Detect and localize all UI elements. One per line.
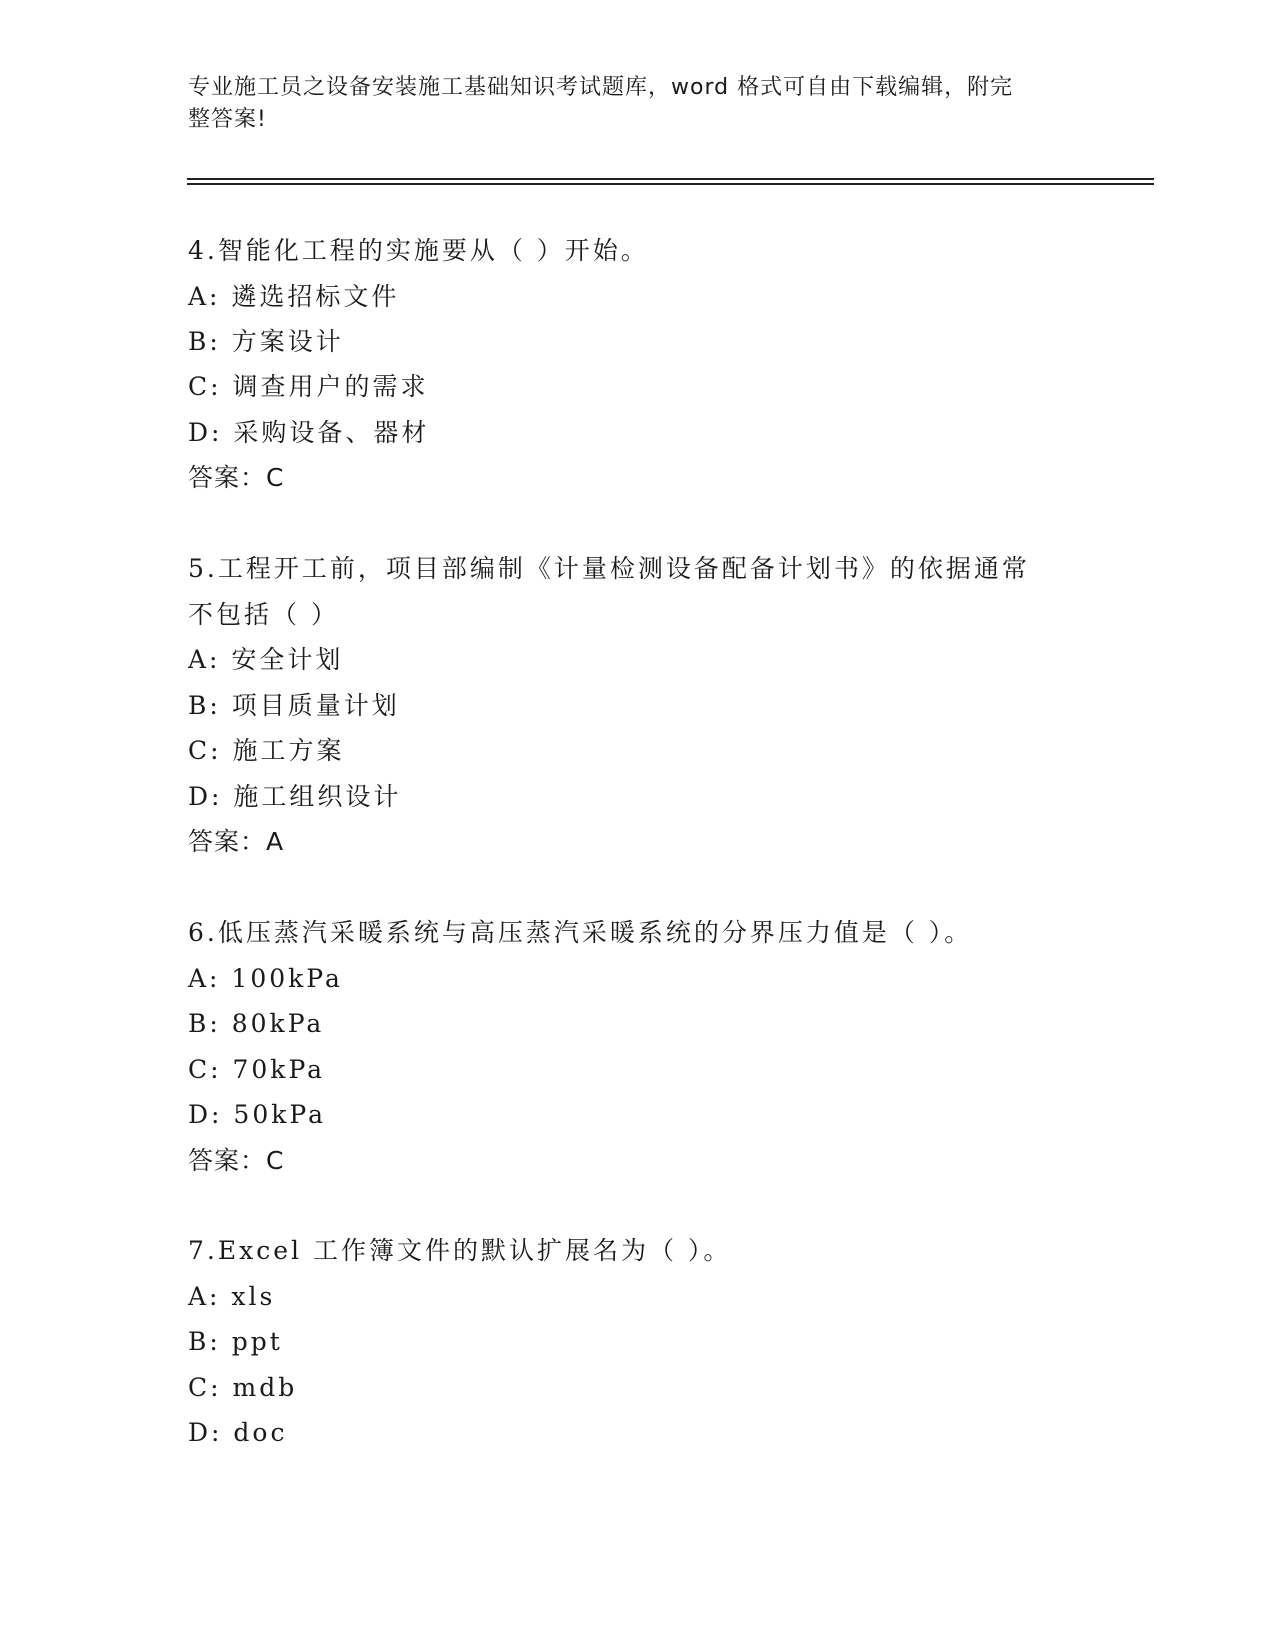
question-7-option-b: B: ppt (188, 1327, 283, 1356)
question-7-option-a: A: xls (188, 1282, 276, 1311)
question-4-option-c: C: 调查用户的需求 (188, 372, 429, 401)
question-6-stem: 6.低压蒸汽采暖系统与高压蒸汽采暖系统的分界压力值是（ ）。 (188, 918, 973, 947)
question-4-option-b: B: 方案设计 (188, 327, 344, 356)
question-7-stem: 7.Excel 工作簿文件的默认扩展名为（ ）。 (188, 1236, 732, 1265)
question-5-answer: 答案：A (188, 827, 285, 856)
question-7-option-c: C: mdb (188, 1373, 298, 1402)
question-4-answer: 答案：C (188, 463, 285, 492)
question-7-option-d: D: doc (188, 1418, 288, 1447)
document-header (188, 72, 1068, 136)
question-4-option-a: A: 遴选招标文件 (188, 282, 400, 311)
question-5-option-c: C: 施工方案 (188, 736, 345, 765)
header-line-2: 整答案! (188, 107, 267, 132)
question-6-option-d: D: 50kPa (188, 1100, 326, 1129)
question-6-option-c: C: 70kPa (188, 1055, 326, 1084)
question-5-option-a: A: 安全计划 (188, 645, 344, 674)
question-5-stem-line-1: 5.工程开工前，项目部编制《计量检测设备配备计划书》的依据通常 (188, 554, 1030, 583)
question-6-answer: 答案：C (188, 1146, 285, 1175)
question-5-option-b: B: 项目质量计划 (188, 691, 400, 720)
header-line-1: 专业施工员之设备安装施工基础知识考试题库，word 格式可自由下载编辑，附完 (188, 75, 1014, 100)
question-4-option-d: D: 采购设备、器材 (188, 418, 430, 447)
question-5-stem-line-2: 不包括（ ） (188, 600, 339, 629)
question-6-option-b: B: 80kPa (188, 1009, 325, 1038)
question-6-option-a: A: 100kPa (188, 964, 343, 993)
header-divider-top (187, 178, 1154, 180)
question-4-stem: 4.智能化工程的实施要从（ ）开始。 (188, 236, 649, 265)
header-divider-bottom (187, 183, 1154, 185)
question-5-option-d: D: 施工组织设计 (188, 782, 402, 811)
